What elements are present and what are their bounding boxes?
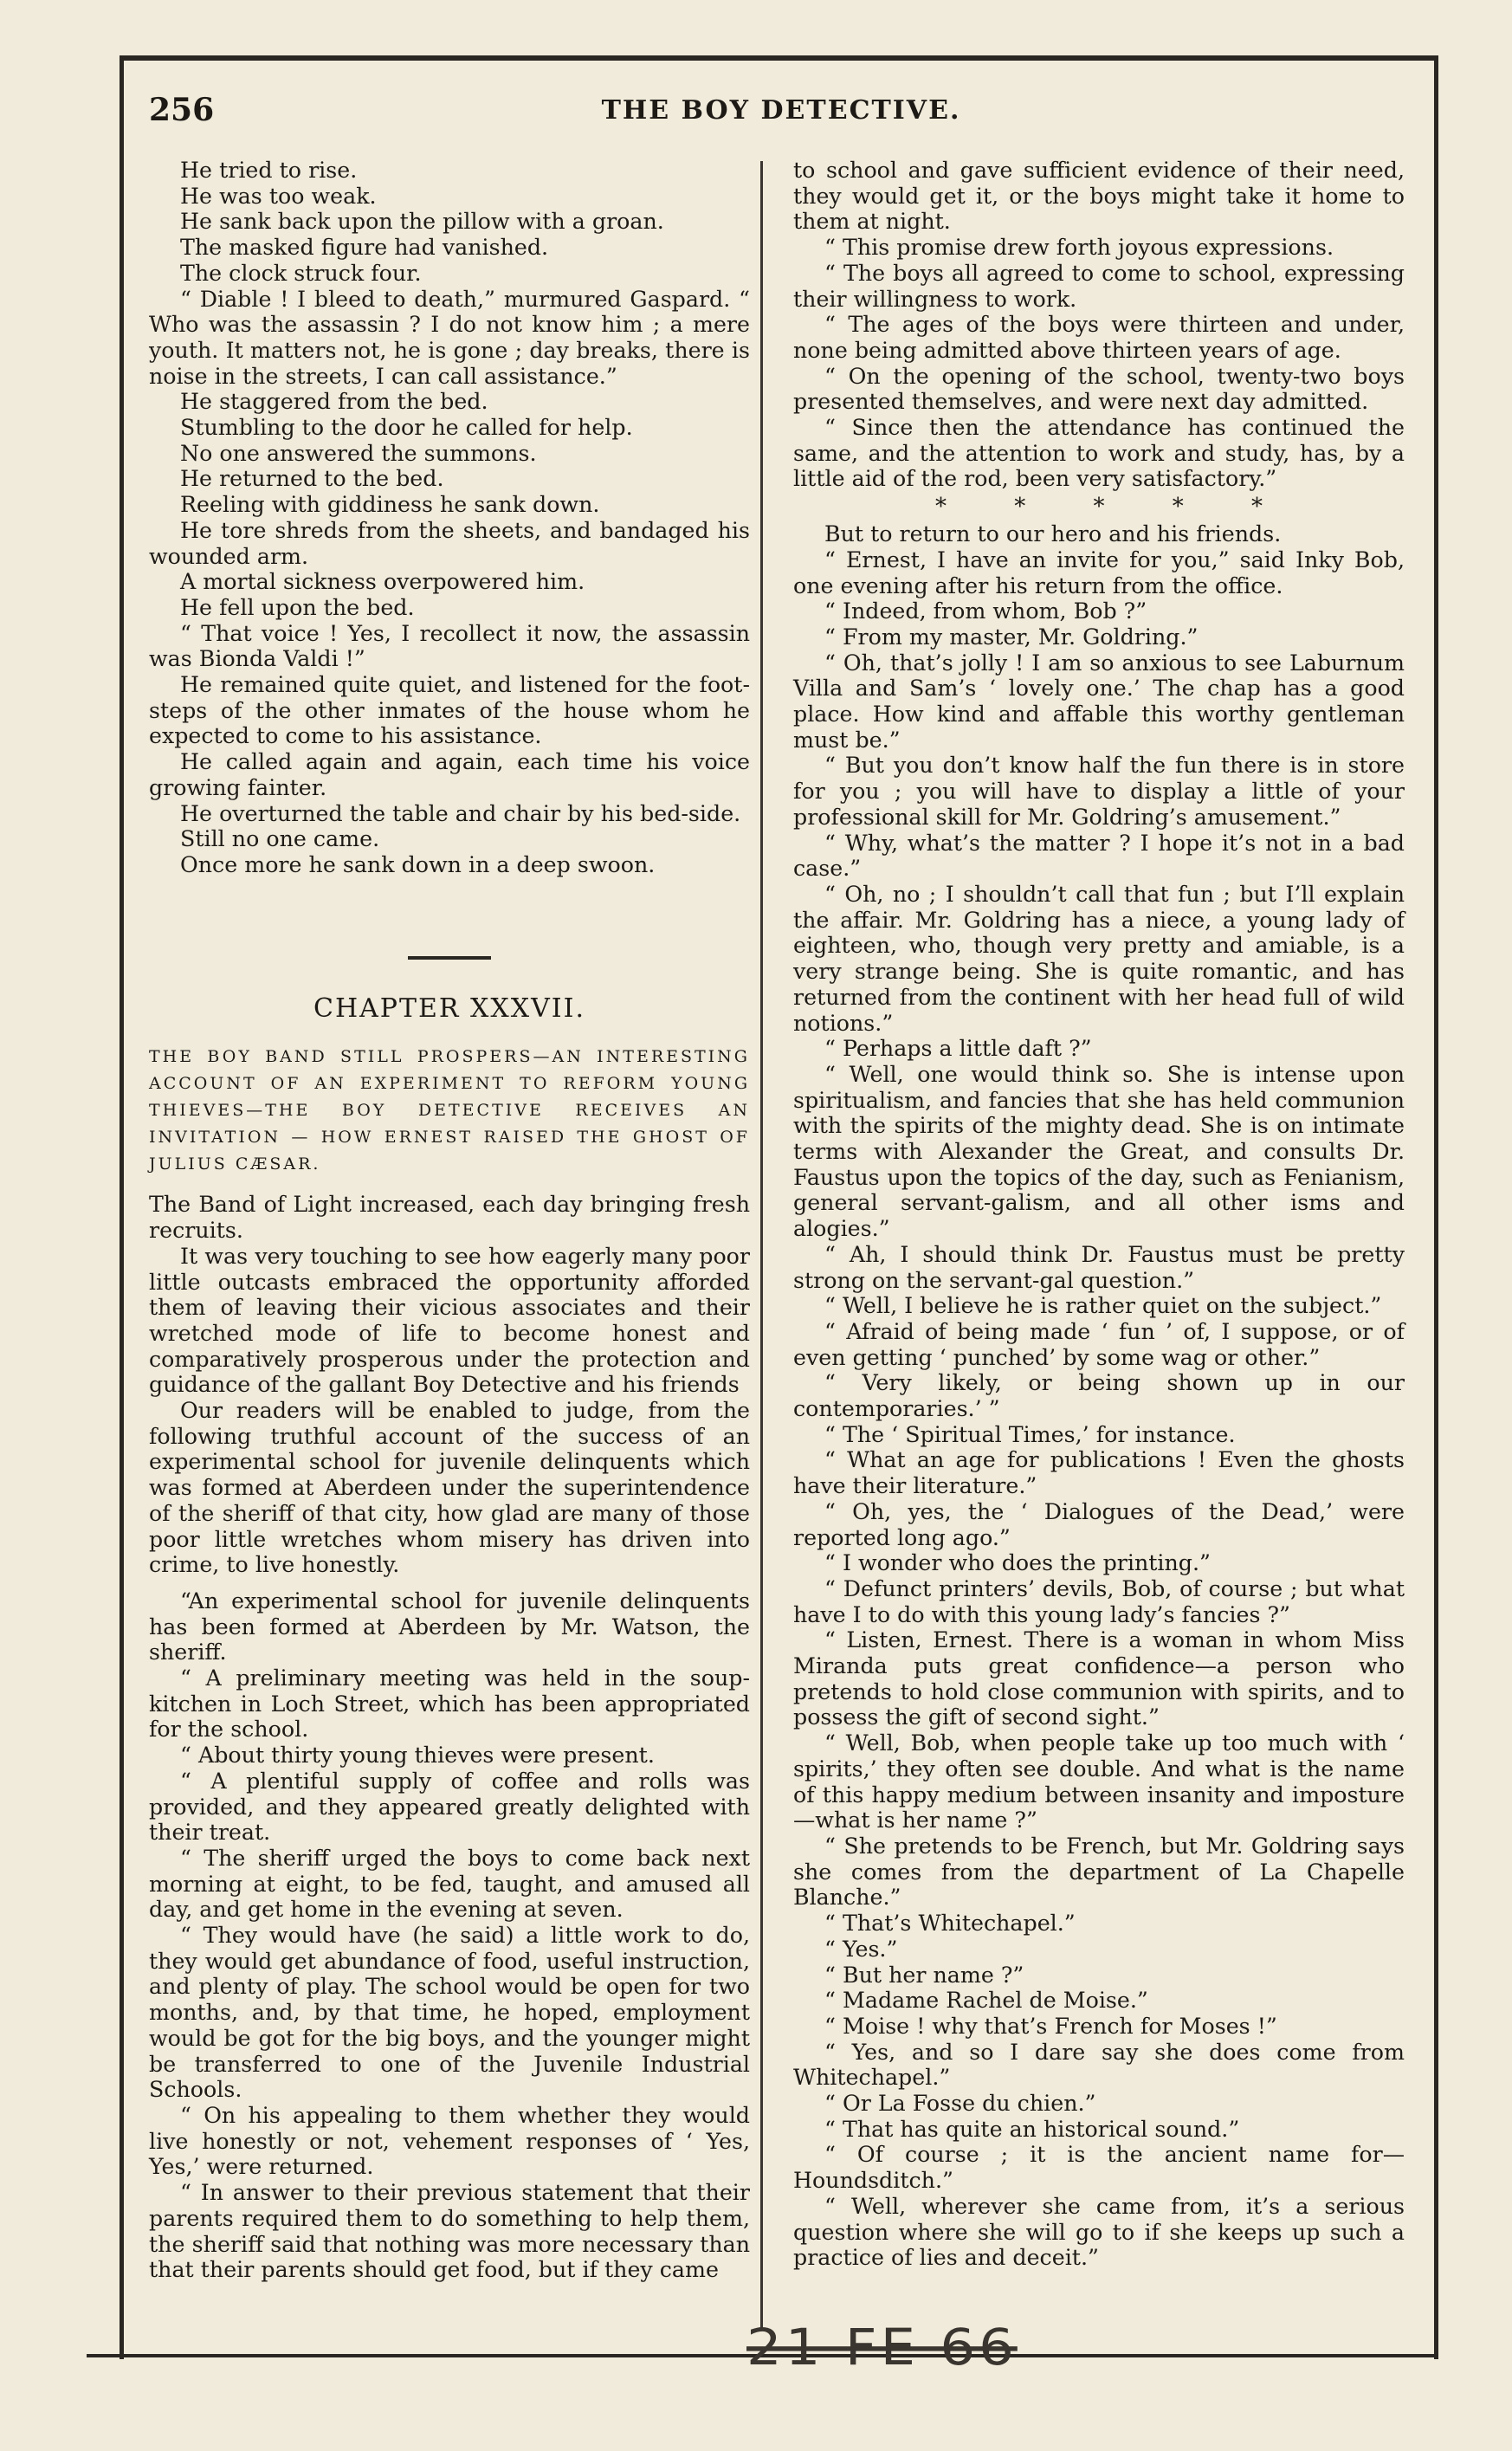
paragraph: “ Well, Bob, when people take up too much with ‘ spirits,’ they often see double. And what is the name of this happy medium between insanity and imposture—what is her name ?” [793,1730,1405,1833]
paragraph: “ Of course ; it is the ancient name for—Houndsditch.” [793,2142,1405,2194]
paragraph: “ Very likely, or being shown up in our contemporaries.’ ” [793,1370,1405,1422]
paragraph: “ In answer to their previous statement that their parents required them to do something to help them, the sheriff said that nothing was more necessary than that their parents should get food, but if they came [149,2180,750,2283]
chapter-separator-rule [408,956,491,960]
paragraph: He remained quite quiet, and listened for the foot-steps of the other inmates of the house whom he expected to come to his assistance. [149,672,750,749]
paragraph: “ She pretends to be French, but Mr. Goldring says she comes from the department of La Chapelle Blanche.” [793,1833,1405,1911]
paragraph: Once more he sank down in a deep swoon. [180,851,656,877]
paragraph: “ Well, one would think so. She is intense upon spiritualism, and fancies that she has held communion with the spirits of the mighty dead. She is on intimate terms with Alexander the Great, and consults Dr. Faustus upon the topics of the day, such as Fenianism, general servant-galism, and all other isms and alogies.” [793,1061,1405,1242]
paragraph: “ Why, what’s the matter ? I hope it’s not in a bad case.” [793,830,1405,882]
paragraph: “ Yes, and so I dare say she does come from Whitechapel.” [793,2039,1405,2091]
paragraph: He was too weak. [180,183,377,209]
page-header [149,83,1413,144]
paragraph: “ Well, I believe he is rather quiet on the subject.” [824,1293,1382,1319]
paragraph: “ On the opening of the school, twenty-two boys presented themselves, and were next day admitted. [793,363,1405,415]
paragraph: He called again and again, each time his voice growing fainter. [149,749,750,800]
paragraph: He fell upon the bed. [180,594,415,620]
left-border-rule [120,55,124,2359]
paragraph: “ But her name ?” [824,1962,1024,1988]
paragraph: “ This promise drew forth joyous expressions. [824,235,1334,261]
paragraph: A mortal sickness overpowered him. [180,569,585,595]
paragraph: “ Or La Fosse du chien.” [824,2091,1096,2117]
paragraph: “ Yes.” [824,1936,898,1962]
paragraph: But to return to our hero and his friends. [824,521,1282,547]
paragraph: “ Moise ! why that’s French for Moses !” [824,2013,1277,2039]
paragraph: The clock struck four. [180,260,422,286]
paragraph: “ That voice ! Yes, I recollect it now, the assassin was Bionda Valdi !” [149,620,750,672]
paragraph: “ On his appealing to them whether they would live honestly or not, vehement responses of ‘ Yes, Yes,’ were returned. [149,2103,750,2180]
paragraph: “An experimental school for juvenile delinquents has been formed at Aberdeen by Mr. Watson, the sheriff. [149,1588,750,1665]
paragraph: Stumbling to the door he called for help. [180,415,633,441]
paragraph: He sank back upon the pillow with a groan. [180,209,664,235]
chapter-title: CHAPTER XXXVII. [313,993,585,1024]
paragraph: “ But you don’t know half the fun there is in store for you ; you will have to display a little of your professional skill for Mr. Goldring’s amusement.” [793,753,1405,830]
paragraph: “ Indeed, from whom, Bob ?” [824,598,1147,624]
paragraph: He returned to the bed. [180,466,444,492]
paragraph: “ Ah, I should think Dr. Faustus must be pretty strong on the servant-gal question.” [793,1241,1405,1293]
left-intro-paragraphs [149,1192,750,1578]
paragraph: “ Oh, no ; I shouldn’t call that fun ; but I’ll explain the affair. Mr. Goldring has a niece, a young lady of eighteen, who, though very pretty and amiable, is a very strange being. She is quite romantic, and has returned from the continent with her head full of wild notions.” [793,881,1405,1036]
paragraph: “ Defunct printers’ devils, Bob, of course ; but what have I to do with this young lady’s fancies ?” [793,1575,1405,1627]
paragraph: “ That’s Whitechapel.” [824,1911,1076,1937]
paragraph: “ Madame Rachel de Moise.” [824,1988,1148,2014]
paragraph: “ Perhaps a little daft ?” [824,1036,1092,1062]
page-number: 256 [149,92,215,128]
right-border-rule [1434,55,1438,2359]
date-stamp: 21 FE 66 [746,2318,1018,2377]
paragraph: “ They would have (he said) a little work to do, they would get abundance of food, useful instruction, and plenty of play. The school would be open for two months, and, by that time, he hoped, employment would be got for the big boys, and the younger might be transferred to one of the Juvenile Industrial Schools. [149,1923,750,2103]
left-column [149,158,750,2283]
paragraph: “ About thirty young thieves were present. [180,1743,655,1769]
paragraph: “ Since then the attendance has continued the same, and the attention to work and study, has, by a little aid of the rod, been very satisfactory.” [793,415,1405,492]
paragraph: to school and gave sufficient evidence of their need, they would get it, or the boys might take it home to them at night. [793,158,1405,235]
paragraph: “ Oh, yes, the ‘ Dialogues of the Dead,’ were reported long ago.” [793,1498,1405,1550]
running-head: THE BOY DETECTIVE. [601,95,961,126]
right-paragraphs-after [793,521,1405,2271]
paragraph: Still no one came. [180,826,380,852]
paragraph: Our readers will be enabled to judge, from the following truthful account of the success of an experimental school for juvenile delinquents which was formed at Aberdeen under the superintendence of the sheriff of that city, how glad are many of those poor little wretches whom misery has driven into crime, to live honestly. [149,1398,750,1578]
right-column [793,158,1405,2271]
paragraph: He overturned the table and chair by his bed-side. [180,800,741,826]
paragraph: “ Well, wherever she came from, it’s a serious question where she will go to if she keeps up such a practice of lies and deceit.” [793,2193,1405,2271]
top-border-rule [120,55,1436,61]
paragraph: The masked figure had vanished. [180,235,549,261]
paragraph: “ Listen, Ernest. There is a woman in whom Miss Miranda puts great confidence—a person who pretends to hold close communion with spirits, and to possess the gift of second sight.” [793,1627,1405,1730]
paragraph: He staggered from the bed. [180,389,488,415]
paragraph: No one answered the summons. [180,440,537,466]
paragraph: “ That has quite an historical sound.” [824,2116,1240,2142]
column-divider [760,161,763,2328]
paragraph: “ Ernest, I have an invite for you,” said Inky Bob, one evening after his return from the office. [793,546,1405,598]
paragraph: “ I wonder who does the printing.” [824,1550,1211,1576]
paragraph: “ The ‘ Spiritual Times,’ for instance. [824,1421,1236,1447]
paragraph: “ What an age for publications ! Even the ghosts have their literature.” [793,1447,1405,1499]
paragraph: It was very touching to see how eagerly many poor little outcasts embraced the opportunity afforded them of leaving their vicious associates and their wretched mode of life to become honest and comparatively prosperous under the protection and guidance of the gallant Boy Detective and his friends [149,1243,750,1398]
paragraph: “ A preliminary meeting was held in the soup-kitchen in Loch Street, which has been appropriated for the school. [149,1665,750,1743]
paragraph: “ The ages of the boys were thirteen and under, none being admitted above thirteen years of age. [793,312,1405,363]
paragraph: “ Diable ! I bleed to death,” murmured Gaspard. “ Who was the assassin ? I do not know him ; a mere youth. It matters not, he is gone ; day breaks, there is noise in the streets, I can call assistance.” [149,286,750,389]
paragraph: He tore shreds from the sheets, and bandaged his wounded arm. [149,517,750,569]
left-paragraphs-before [149,158,750,878]
paragraph: “ A plentiful supply of coffee and rolls was provided, and they appeared greatly delighted with their treat. [149,1768,750,1846]
paragraph: “ Afraid of being made ‘ fun ’ of, I suppose, or of even getting ‘ punched’ by some wag or other.” [793,1318,1405,1370]
paragraph: He tried to rise. [180,158,358,183]
paragraph: “ The sheriff urged the boys to come back next morning at eight, to be fed, taught, and amused all day, and get home in the evening at seven. [149,1845,750,1923]
chapter-summary: THE BOY BAND STILL PROSPERS—AN INTERESTING ACCOUNT OF AN EXPERIMENT TO REFORM YOUNG THIEVES—THE BOY DETECTIVE RECEIVES AN INVITATION — HOW ERNEST RAISED THE GHOST OF JULIUS CÆSAR. [149,1047,750,1174]
paragraph: “ The boys all agreed to come to school, expressing their willingness to work. [793,260,1405,312]
right-paragraphs-before [793,158,1405,492]
paragraph: Reeling with giddiness he sank down. [180,492,600,518]
paragraph: “ Oh, that’s jolly ! I am so anxious to see Laburnum Villa and Sam’s ‘ lovely one.’ The chap has a good place. How kind and affable this worthy gentleman must be.” [793,650,1405,753]
paragraph: “ From my master, Mr. Goldring.” [824,624,1199,650]
left-quoted-paragraphs [149,1588,750,2283]
paragraph: The Band of Light increased, each day bringing fresh recruits. [149,1192,750,1244]
section-break-asterisks: * * * * * [934,494,1263,521]
